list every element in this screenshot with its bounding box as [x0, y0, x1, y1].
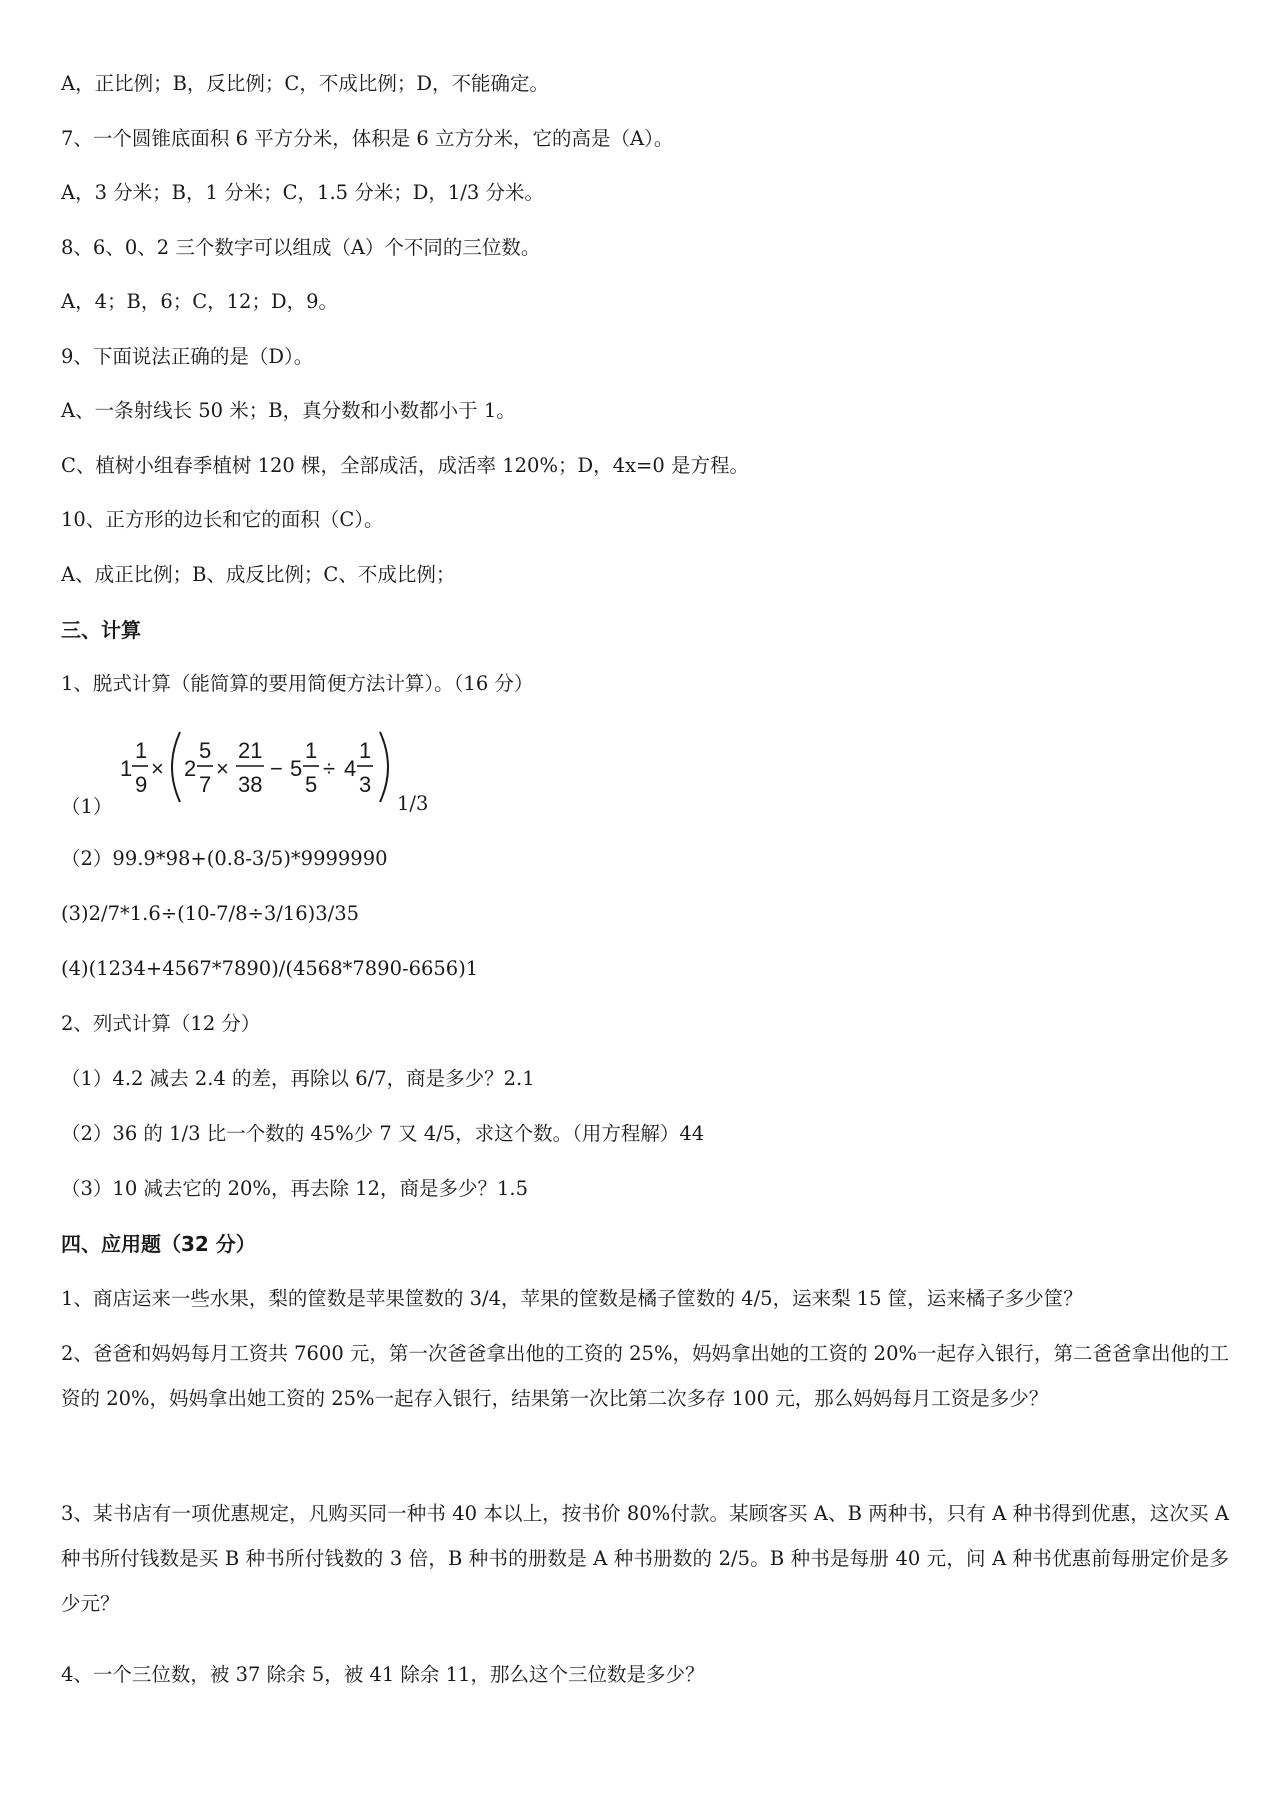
formula-whole-4: 5: [290, 756, 303, 781]
formula-num-4: 1: [305, 738, 318, 763]
formula-num-5: 1: [359, 738, 372, 763]
formula-den-4: 5: [305, 772, 318, 797]
choice-line-10-options: A、成正比例；B、成反比例；C、不成比例；: [61, 563, 456, 586]
list-calc-item-2: （2）36 的 1/3 比一个数的 45%少 7 又 4/5，求这个数。（用方程解）44: [61, 1122, 705, 1145]
choice-line-9-options-cd: C、植树小组春季植树 120 棵，全部成活，成活率 120%；D，4x=0 是方程。: [61, 454, 749, 477]
formula-whole-2: 2: [184, 756, 197, 781]
choice-line-6-options: A，正比例；B，反比例；C，不成比例；D，不能确定。: [61, 72, 549, 95]
formula-den-3: 38: [238, 772, 263, 797]
calc-q1-title: 1、脱式计算（能简算的要用简便方法计算）。（16 分）: [61, 672, 534, 695]
list-calc-item-3: （3）10 减去它的 20%，再去除 12，商是多少？1.5: [61, 1177, 528, 1200]
word-problem-4: 4、一个三位数，被 37 除余 5，被 41 除余 11，那么这个三位数是多少？: [61, 1663, 705, 1686]
right-paren: [380, 732, 388, 802]
calc-item-3: (3)2/7*1.6÷(10-7/8÷3/16)3/35: [61, 902, 360, 925]
formula-den-2: 7: [199, 772, 212, 797]
list-calc-item-1: （1）4.2 减去 2.4 的差，再除以 6/7，商是多少？2.1: [61, 1067, 535, 1090]
calc-q2-title: 2、列式计算（12 分）: [61, 1012, 261, 1035]
formula-den-1: 9: [135, 772, 148, 797]
mixed-fraction-formula: [118, 726, 408, 808]
formula-num-3: 21: [238, 738, 263, 763]
section-4-heading: 四、应用题（32 分）: [61, 1232, 256, 1256]
question-10: 10、正方形的边长和它的面积（C）。: [61, 508, 384, 531]
left-paren: [172, 732, 180, 802]
formula-whole-5: 4: [344, 756, 357, 781]
word-problem-1: 1、商店运来一些水果，梨的筐数是苹果筐数的 3/4，苹果的筐数是橘子筐数的 4/5，运来梨 15 筐，运来橘子多少筐？: [61, 1287, 1083, 1310]
choice-line-7-options: A，3 分米；B，1 分米；C，1.5 分米；D，1/3 分米。: [61, 181, 544, 204]
formula-den-5: 3: [359, 772, 372, 797]
calc-item-2: （2）99.9*98+(0.8-3/5)*9999990: [61, 847, 388, 870]
formula-whole-1: 1: [120, 756, 133, 781]
question-9: 9、下面说法正确的是（D）。: [61, 345, 314, 368]
formula-times-1: ×: [151, 756, 164, 781]
question-8: 8、6、0、2 三个数字可以组成（A）个不同的三位数。: [61, 236, 541, 259]
question-7: 7、一个圆锥底面积 6 平方分米，体积是 6 立方分米，它的高是（A）。: [61, 127, 674, 150]
formula-answer: 1/3: [397, 792, 429, 815]
word-problem-2: 2、爸爸和妈妈每月工资共 7600 元，第一次爸爸拿出他的工资的 25%，妈妈拿出她的工资的 20%一起存入银行，第二爸爸拿出他的工资的 20%，妈妈拿出她工资的 25%一起存入银行，结果第一次比第二次多存 100 元，那么妈妈每月工资是多少？: [61, 1342, 1230, 1410]
formula-num-1: 1: [135, 738, 148, 763]
formula-num-2: 5: [199, 738, 212, 763]
section-3-heading: 三、计算: [61, 618, 141, 642]
choice-line-8-options: A，4；B，6；C，12；D，9。: [61, 290, 338, 313]
calc-item-4: (4)(1234+4567*7890)/(4568*7890-6656)1: [61, 957, 479, 980]
formula-minus: −: [270, 756, 283, 781]
choice-line-9-options-ab: A、一条射线长 50 米；B，真分数和小数都小于 1。: [61, 399, 516, 422]
word-problem-3: 3、某书店有一项优惠规定，凡购买同一种书 40 本以上，按书价 80%付款。某顾客买 A、B 两种书，只有 A 种书得到优惠，这次买 A 种书所付钱数是买 B 种书所付钱数的 3 倍，B 种书的册数是 A 种书册数的 2/5。B 种书是每册 40 元，问 A 种书优惠前每册定价是多少元？: [61, 1502, 1229, 1615]
formula-div: ÷: [323, 756, 336, 781]
formula-times-2: ×: [216, 756, 229, 781]
formula-label: （1）: [61, 795, 113, 818]
